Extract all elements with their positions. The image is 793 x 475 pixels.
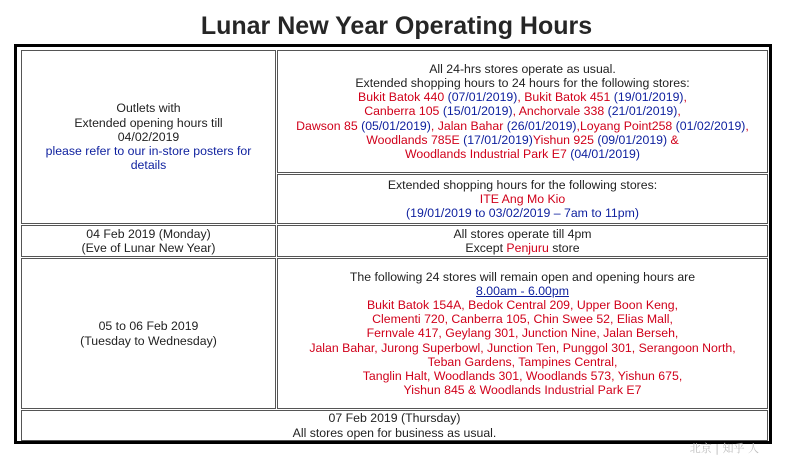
store-name: Bukit Batok 440: [358, 90, 445, 105]
store-name: Woodlands Industrial Park E7: [405, 147, 567, 161]
store-name: Loyang Point258: [579, 118, 673, 133]
store-date: (21/01/2019): [607, 104, 678, 119]
extended-24hr-heading: Extended shopping hours to 24 hours for the following stores:: [355, 75, 690, 90]
cny-store-line: Clementi 720, Canberra 105, Chin Swee 52, Elias Mall,: [372, 312, 673, 327]
cny-store-line: Jalan Bahar, Jurong Superbowl, Junction Ten, Punggol 301, Serangoon North,: [309, 340, 736, 355]
eve-hours-cell: [277, 225, 768, 257]
store-line: Bukit Batok 440 (07/01/2019), Bukit Batok 451 (19/01/2019),: [358, 90, 687, 105]
eve-date-cell: [21, 225, 276, 257]
store-date: (01/02/2019): [675, 118, 746, 133]
store-line: Canberra 105 (15/01/2019), Anchorvale 338 (21/01/2019),: [364, 104, 681, 119]
store-name: Jalan Bahar: [437, 118, 504, 133]
cny-store-line: Bukit Batok 154A, Bedok Central 209, Upper Boon Keng,: [366, 297, 679, 312]
cny-stores-cell: [277, 258, 768, 409]
store-name: Canberra 105: [364, 104, 440, 119]
usual-date: 07 Feb 2019 (Thursday): [328, 411, 461, 426]
cny-intro: The following 24 stores will remain open and opening hours are: [349, 269, 696, 284]
hours-table: [14, 44, 772, 444]
store-name: Bukit Batok 451: [524, 90, 611, 105]
store-name: Yishun 925: [532, 132, 594, 147]
usual-hours-cell: [21, 410, 768, 441]
cny-date-cell: [21, 258, 276, 409]
cny-store-line: Teban Gardens, Tampines Central,: [427, 354, 618, 369]
page-title: Lunar New Year Operating Hours: [200, 12, 593, 40]
eve-label: (Eve of Lunar New Year): [81, 241, 216, 255]
cny-hours-link[interactable]: 8.00am - 6.00pm: [476, 283, 569, 298]
outlets-line-2: Extended opening hours till: [74, 115, 223, 130]
outlets-line-1: Outlets with: [116, 101, 181, 116]
store-date: (05/01/2019): [361, 118, 431, 133]
ite-amk-cell: [277, 174, 768, 224]
ite-amk-store: ITE Ang Mo Kio: [479, 191, 566, 206]
cny-store-line: Yishun 845 & Woodlands Industrial Park E7: [403, 383, 642, 398]
store-date: (09/01/2019): [597, 132, 668, 147]
store-name: Dawson 85: [296, 118, 358, 133]
except-store: Penjuru: [506, 241, 549, 255]
store-line: [405, 147, 640, 161]
store-date: (19/01/2019): [613, 90, 684, 105]
cny-store-line: Fernvale 417, Geylang 301, Junction Nine, Jalan Berseh,: [366, 326, 679, 341]
store-name: Woodlands 785E: [366, 132, 460, 147]
ite-amk-hours: (19/01/2019 to 03/02/2019 – 7am to 11pm): [406, 206, 639, 221]
watermark: 北京 | 知乎 人: [689, 442, 759, 455]
store-line: Woodlands 785E (17/01/2019)Yishun 925 (09/01/2019) &: [366, 132, 679, 147]
store-name: Anchorvale 338: [518, 104, 605, 119]
cny-days: (Tuesday to Wednesday): [80, 333, 217, 348]
usual-note: All stores open for business as usual.: [292, 425, 497, 440]
store-date: (17/01/2019): [463, 132, 533, 147]
store-line: Dawson 85 (05/01/2019), Jalan Bahar (26/01/2019),Loyang Point258 (01/02/2019),: [296, 118, 749, 133]
eve-exception: [465, 241, 579, 255]
extended-hours-outlets-cell: [21, 50, 276, 224]
store-date: (15/01/2019): [442, 104, 513, 119]
eve-date: 04 Feb 2019 (Monday): [86, 226, 211, 241]
extended-hours-heading: Extended shopping hours for the following stores:: [387, 177, 658, 192]
in-store-posters-note: please refer to our in-store posters for details: [45, 144, 252, 173]
outlets-line-3: 04/02/2019: [117, 129, 180, 144]
store-date: (07/01/2019): [447, 90, 518, 105]
store-date: (26/01/2019): [506, 118, 577, 133]
except-suffix: store: [552, 241, 580, 255]
all-24hr-stores-note: All 24-hrs stores operate as usual.: [429, 61, 616, 76]
24-hour-stores-cell: [277, 50, 768, 173]
cny-date: 05 to 06 Feb 2019: [98, 319, 199, 334]
store-date: (04/01/2019): [570, 147, 640, 161]
cny-store-line: Tanglin Halt, Woodlands 301, Woodlands 573, Yishun 675,: [362, 369, 683, 383]
except-label: Except: [465, 241, 503, 255]
eve-hours-note: All stores operate till 4pm: [453, 226, 592, 241]
